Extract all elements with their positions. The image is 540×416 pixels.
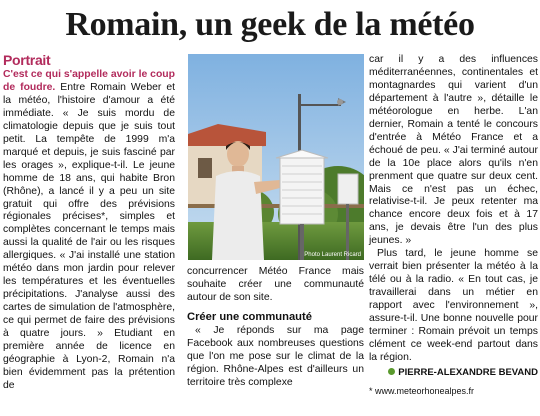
col3-body-2: Plus tard, le jeune homme se verrait bien présenter la météo à la télé ou à la radio. « En tout cas, je travaillerai dans un métier en rapport avec l'environnement », assure-t-il. Une bonne nouvelle pour terminer : Romain prévoit un temps clément ce week-end partout dans la région. <box>369 248 538 363</box>
lede-paragraph <box>3 69 175 393</box>
column-3 <box>369 54 538 416</box>
author-name: PIERRE-ALEXANDRE BEVAND <box>398 366 538 378</box>
photo-romain-weather-station <box>188 54 364 260</box>
subhead-creer-communaute: Créer une communauté <box>187 310 312 323</box>
kicker-portrait: Portrait <box>3 52 51 68</box>
byline-dot-icon <box>388 368 395 375</box>
column-1 <box>3 52 175 416</box>
column-2 <box>187 266 364 416</box>
website-footnote: * www.meteorhonealpes.fr <box>369 385 475 396</box>
col2-body: « Je réponds sur ma page Facebook aux nombreuses questions que l'on me pose sur le climat de la région. Rhône-Alpes est d'ailleurs un territoire très complexe <box>187 324 364 388</box>
col3-body-1: car il y a des influences méditerranéennes, continentales et montagnardes qui varient d'un département à l'autre », détaille le météorologue en herbe. L'an dernier, Romain a tenté le concours d'entrée à Météo France et a échoué de peu. « J'ai terminé autour de la 10e place alors qu'ils n'en prenment que quatre sur deux cent. Mais ce n'est pas un échec, relativise-t-il. Je peux retenter ma chance encore deux fois et à 17 ans, je devais être l'un des plus jeunes. » <box>369 54 538 247</box>
photo-caption: Photo Laurent Ricard <box>304 252 361 258</box>
lede-text: C'est ce qui s'appelle avoir le coup de foudre. <box>3 69 175 93</box>
col1-body: Entre Romain Weber et la météo, l'histoire d'amour a été immédiate. « Je suis mordu de climatologie depuis que je suis tout petit. La tempête de 1999 m'a marqué et depuis, je suis fasciné par les orages », explique-t-il. Le jeune homme de 18 ans, qui habite Bron (Rhône), a lancé il y a peu un site gratuit qui offre des prévisions régionales précises*, simples et complètes concernant le temps mais aussi la qualité de l'air ou les risques allergiques. « J'ai installé une station météo dans mon jardin pour relever les températures et les éventuelles précipitations. J'analyse aussi des cartes de simulation de l'atmosphère, ce qui permet de faire des prévisions à quatre jours. » Etudiant en première année de licence en géographie à Lyon-2, Romain n'a bien évidemment pas la prétention de <box>3 81 175 391</box>
author-byline <box>369 367 538 380</box>
col2-intro: concurrencer Météo France mais souhaite créer une communauté autour de son site. <box>187 266 364 303</box>
headline: Romain, un geek de la météo <box>65 6 475 43</box>
